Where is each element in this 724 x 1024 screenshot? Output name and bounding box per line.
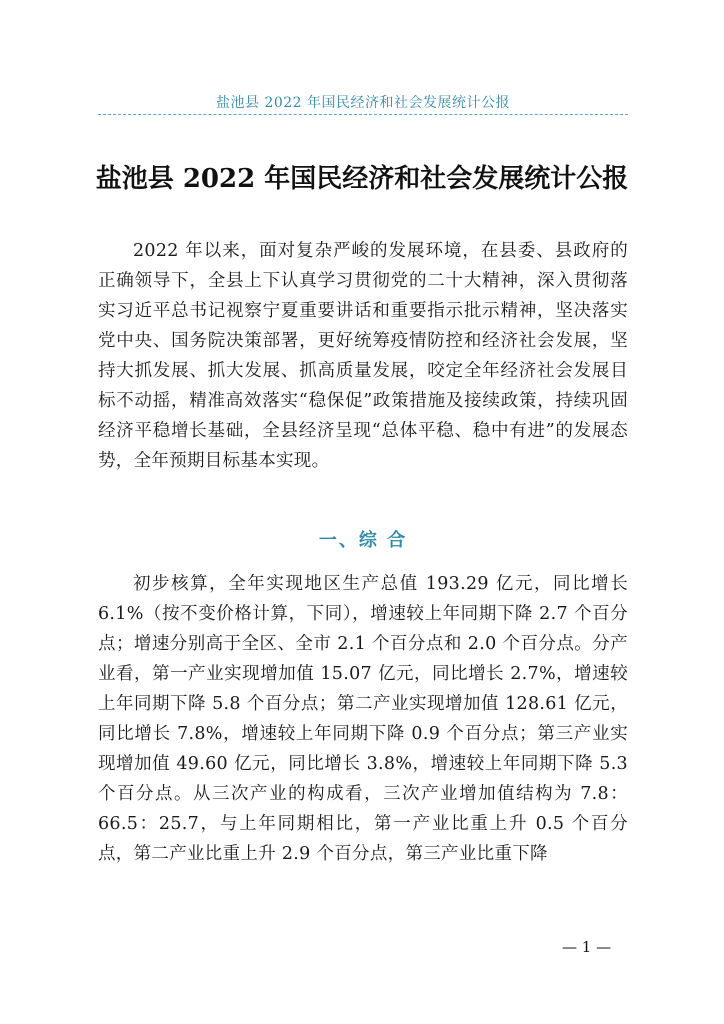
- header-divider: [98, 114, 628, 115]
- overview-paragraph: 初步核算，全年实现地区生产总值 193.29 亿元，同比增长 6.1%（按不变价格计算，下同），增速较上年同期下降 2.7 个百分点；增速分别高于全区、全市 2.1 个百分点和 2.0 个百分点。分产业看，第一产业实现增加值 15.07 亿元，同比增长 2.7%，增速较上年同期下降 5.8 个百分点；第二产业实现增加值 128.61 亿元，同比增长 7.8%，增速较上年同期下降 0.9 个百分点；第三产业实现增加值 49.60 亿元，同比增长 3.8%，增速较上年同期下降 5.3 个百分点。从三次产业的构成看，三次产业增加值结构为 7.8：66.5：25.7，与上年同期相比，第一产业比重上升 0.5 个百分点，第二产业比重上升 2.9 个百分点，第三产业比重下降: [98, 574, 628, 864]
- section-heading-overview: 一、综 合: [318, 530, 408, 551]
- running-header: 盐池县 2022 年国民经济和社会发展统计公报: [215, 95, 511, 111]
- intro-paragraph: 2022 年以来，面对复杂严峻的发展环境，在县委、县政府的正确领导下，全县上下认真学习贯彻党的二十大精神，深入贯彻落实习近平总书记视察宁夏重要讲话和重要指示批示精神，坚决落实党中央、国务院决策部署，更好统筹疫情防控和经济社会发展，坚持大抓发展、抓大发展、抓高质量发展，咬定全年经济社会发展目标不动摇，精准高效落实“稳保促”政策措施及接续政策，持续巩固经济平稳增长基础，全县经济呈现“总体平稳、稳中有进”的发展态势，全年预期目标基本实现。: [98, 241, 628, 471]
- document-title: 盐池县 2022 年国民经济和社会发展统计公报: [95, 164, 629, 194]
- page-number: — 1 —: [562, 938, 612, 956]
